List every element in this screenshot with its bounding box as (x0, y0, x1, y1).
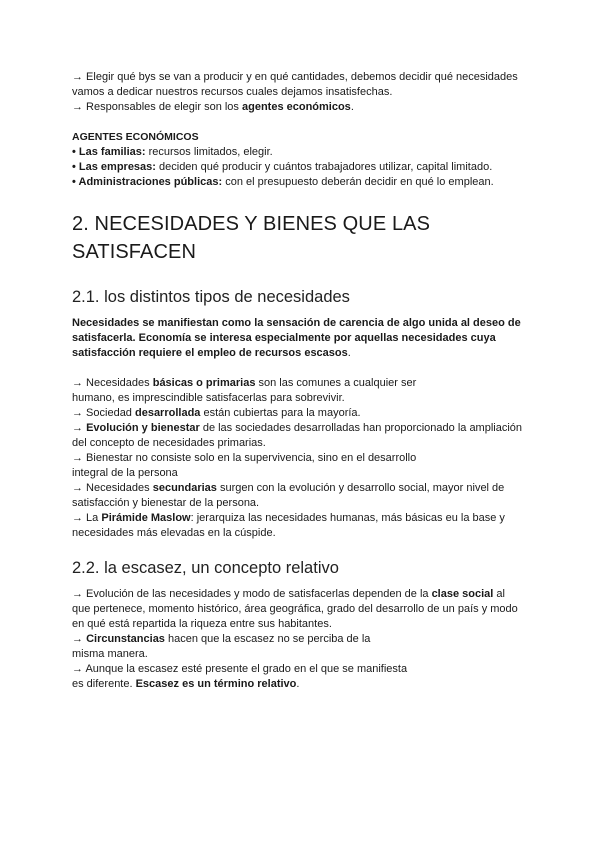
bullet-clase-social: → Evolución de las necesidades y modo de satisfacerlas dependen de la clase social al que pertenece, momento histórico, área geográfica, grado del desarrollo de un país y modo en qué está repartida la riqueza entre sus habitantes. (72, 588, 518, 630)
section-2-2-title: 2.2. la escasez, un concepto relativo (72, 559, 339, 577)
section-2-title: 2. NECESIDADES Y BIENES QUE LAS SATISFACEN (72, 213, 431, 263)
bullet-circunstancias: → Circunstancias hacen que la escasez no se perciba de la misma manera. (72, 633, 371, 660)
agentes-item: • Las familias: recursos limitados, elegir. (72, 146, 273, 158)
agentes-heading: AGENTES ECONÓMICOS (72, 131, 199, 143)
bullet-maslow: → La Pirámide Maslow: jerarquiza las necesidades humanas, más básicas eu la base y necesidades más elevadas en la cúspide. (72, 512, 505, 539)
bullet-bienestar: → Bienestar no consiste solo en la supervivencia, sino en el desarrollo integral de la persona (72, 452, 417, 479)
section-2-1-title: 2.1. los distintos tipos de necesidades (72, 288, 350, 306)
bullet-secundarias: → Necesidades secundarias surgen con la evolución y desarrollo social, mayor nivel de satisfacción y bienestar de la persona. (72, 482, 505, 509)
intro-line-2: vamos a dedicar nuestros recursos cuales dejamos insatisfechas. (72, 86, 393, 98)
agentes-item: • Administraciones públicas: con el presupuesto deberán decidir en qué lo emplean. (72, 176, 494, 188)
bullet-escasez-relativa: → Aunque la escasez esté presente el grado en el que se manifiesta es diferente. Escasez es un término relativo. (72, 663, 408, 690)
definition-text: Necesidades se manifiestan como la sensación de carencia de algo unida al deseo de satisfacerla. Economía se interesa especialmente por aquellas necesidades cuya satisfacción requiere el empleo de recursos escasos. (72, 317, 521, 359)
agentes-item: • Las empresas: deciden qué producir y cuántos trabajadores utilizar, capital limitado. (72, 161, 493, 173)
bullet-basicas: → Necesidades básicas o primarias son las comunes a cualquier ser humano, es imprescindible satisfacerlas para sobrevivir. (72, 377, 417, 404)
bullet-evolucion: → Evolución y bienestar de las sociedades desarrolladas han proporcionado la ampliación del concepto de necesidades primarias. (72, 422, 523, 449)
intro-line-1: → Elegir qué bys se van a producir y en qué cantidades, debemos decidir qué necesidades (72, 71, 518, 83)
intro-line-3: → Responsables de elegir son los agentes económicos. (72, 101, 354, 113)
document-page (72, 70, 532, 692)
bullet-desarrollada: → Sociedad desarrollada están cubiertas para la mayoría. (72, 407, 361, 419)
